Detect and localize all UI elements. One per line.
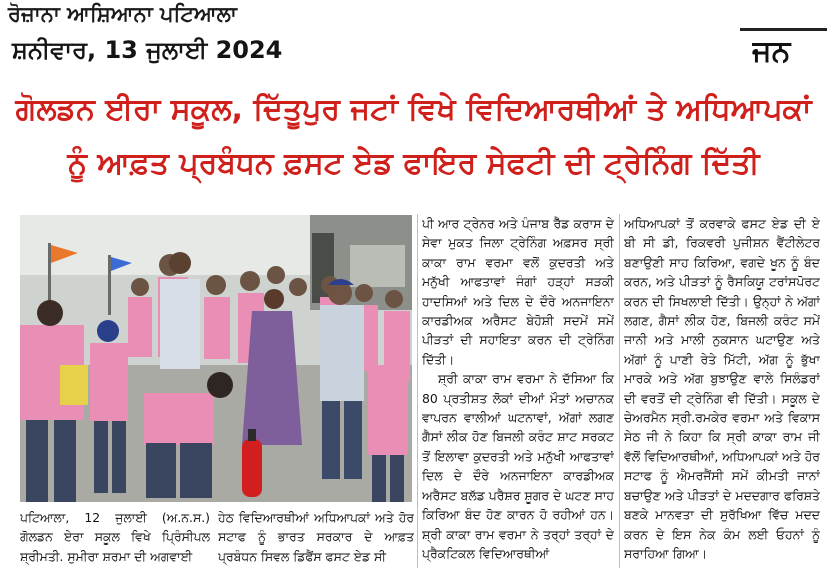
article-column-3 [624, 214, 820, 570]
article-paragraph: ਸ਼੍ਰੀ ਕਾਕਾ ਰਾਮ ਵਰਮਾ ਨੇ ਦੱਸਿਆ ਕਿ 80 ਪ੍ਰਤੀਸ਼ਤ ਲੋਕਾਂ ਦੀਆਂ ਮੌਤਾਂ ਅਚਾਨਕ ਵਾਪਰਨ ਵਾਲੀਆਂ ਘਟਨਾਵਾਂ, ਅੱਗਾਂ ਲਗਣ ਗੈਸਾਂ ਲੀਕ ਹੋਣ ਬਿਜਲੀ ਕਰੰਟ ਸ਼ਾਟ ਸਰਕਟ ਤੋਂ ਇਲਾਵਾ ਕੁਦਰਤੀ ਅਤੇ ਮਨੁੱਖੀ ਆਫਤਾਵਾਂ ਦਿਲ ਦੇ ਦੌਰੇ ਅਨਜਾਇਨਾ ਕਾਰਡੀਅਕ ਅਰੈਸਟ ਬਲੱਡ ਪਰੈਸ਼ਰ ਸ਼ੂਗਰ ਦੇ ਘਟਣ ਸਾਹ ਕਿਰਿਆ ਬੰਦ ਹੋਣ ਕਾਰਨ ਹੋ ਰਹੀਆਂ ਹਨ। ਸ਼੍ਰੀ ਕਾਕਾ ਰਾਮ ਵਰਮਾ ਨੇ ਤਰ੍ਹਾਂ ਤਰ੍ਹਾਂ ਦੇ ਪ੍ਰੈਕਟਿਕਲ ਵਿਦਿਆਰਥੀਆਂ [422, 371, 614, 561]
newspaper-name: ਰੋਜ਼ਾਨਾ ਆਸ਼ਿਆਨਾ ਪਟਿਆਲਾ [8, 2, 237, 26]
training-photo-illustration [20, 215, 412, 502]
article-dateline-paragraph: ਪਟਿਆਲਾ, 12 ਜੁਲਾਈ (ਅ.ਨ.ਸ.) ਗੋਲਡਨ ਏਰਾ ਸਕੂਲ ਵਿਖੇ ਪ੍ਰਿੰਸੀਪਲ ਸ਼੍ਰੀਮਤੀ. ਸੁਮੀਰਾ ਸ਼ਰਮਾ ਦੀ ਅਗਵਾਈ [20, 510, 210, 564]
article-column-2 [422, 214, 614, 570]
headline-line-1: ਗੋਲਡਨ ਈਰਾ ਸਕੂਲ, ਦਿੱਤੂਪੁਰ ਜਟਾਂ ਵਿਖੇ ਵਿਦਿਆਰਥੀਆਂ ਤੇ ਅਧਿਆਪਕਾਂ [15, 92, 812, 127]
article-paragraph: ਅਧਿਆਪਕਾਂ ਤੋਂ ਕਰਵਾਕੇ ਫਸਟ ਏਡ ਦੀ ਏ ਬੀ ਸੀ ਡੀ, ਰਿਕਵਰੀ ਪੁਜੀਸ਼ਨ ਵੈਂਟੀਲੇਟਰ ਬਣਾਉਣੀ ਸਾਹ ਕਿਰਿਆ, ਵਗਦੇ ਖੂਨ ਨੂੰ ਬੰਦ ਕਰਨ, ਅਤੇ ਪੀੜਤਾਂ ਨੂੰ ਰੈਸਕਿਯੂ ਟਰਾਂਸਪੋਰਟ ਕਰਨ ਦੀ ਸਿਖਲਾਈ ਦਿੱਤੀ। ਉਨ੍ਹਾਂ ਨੇ ਅੱਗਾਂ ਲਗਣ, ਗੈਸਾਂ ਲੀਕ ਹੋਣ, ਬਿਜਲੀ ਕਰੰਟ ਸਮੇਂ ਜਾਨੀ ਅਤੇ ਮਾਲੀ ਨੁਕਸਾਨ ਘਟਾਉਣ ਅਤੇ ਅੱਗਾਂ ਨੂੰ ਪਾਣੀ ਰੇਤੇ ਮਿੱਟੀ, ਅੱਗ ਨੂੰ ਭੁੱਖਾ ਮਾਰਕੇ ਅਤੇ ਅੱਗ ਬੁਝਾਉਣ ਵਾਲੇ ਸਿਲੰਡਰਾਂ ਦੀ ਵਰਤੋਂ ਦੀ ਟ੍ਰੇਨਿੰਗ ਵੀ ਦਿੱਤੀ। ਸਕੂਲ ਦੇ ਚੇਅਰਮੈਨ ਸ੍ਰੀ.ਰਮਕੇਰ ਵਰਮਾ ਅਤੇ ਵਿਕਾਸ ਸੇਠ ਜੀ ਨੇ ਕਿਹਾ ਕਿ ਸ੍ਰੀ ਕਾਕਾ ਰਾਮ ਜੀ ਵੱਲੋਂ ਵਿਦਿਆਰਥੀਆਂ, ਅਧਿਆਪਕਾਂ ਅਤੇ ਹੋਰ ਸਟਾਫ ਨੂੰ ਐਮਰਜੈਂਸੀ ਸਮੇਂ ਕੀਮਤੀ ਜਾਨਾਂ ਬਚਾਉਣ ਅਤੇ ਪੀੜਤਾਂ ਦੇ ਮਦਦਗਾਰ ਫਰਿਸ਼ਤੇ ਬਣਕੇ ਮਾਨਵਤਾ ਦੀ ਸੁਰੱਖਿਆ ਵਿੱਚ ਮਦਦ ਕਰਨ ਦੇ ਇਸ ਨੇਕ ਕੰਮ ਲਈ ਓਹਨਾਂ ਨੂੰ ਸਰਾਹਿਆ ਗਿਆ। [624, 216, 820, 561]
news-photo [20, 215, 412, 502]
article-column-1b [218, 508, 414, 570]
column-divider [417, 214, 418, 568]
article-headline [0, 86, 827, 206]
headline-line-2: ਨੂੰ ਆਫ਼ਤ ਪ੍ਰਬੰਧਨ ਫ਼ਸਟ ਏਡ ਫਾਇਰ ਸੇਫਟੀ ਦੀ ਟ੍ਰੇਨਿੰਗ ਦਿੱਤੀ [67, 146, 760, 181]
masthead [0, 0, 827, 80]
article-paragraph: ਪੀ ਆਰ ਟ੍ਰੇਨਰ ਅਤੇ ਪੰਜਾਬ ਰੈੱਡ ਕਰਾਸ ਦੇ ਸੇਵਾ ਮੁਕਤ ਜਿਲਾ ਟ੍ਰੇਨਿੰਗ ਅਫ਼ਸਰ ਸ੍ਰੀ ਕਾਕਾ ਰਾਮ ਵਰਮਾ ਵਲੋਂ ਕੁਦਰਤੀ ਅਤੇ ਮਨੁੱਖੀ ਆਫਤਾਵਾਂ ਜੰਗਾਂ ਹੜ੍ਹਾਂ ਸੜਕੀ ਹਾਦਸਿਆਂ ਅਤੇ ਦਿਲ ਦੇ ਦੌਰੇ ਅਨਜਾਇਨਾ ਕਾਰਡੀਅਕ ਅਰੈਸਟ ਬੇਹੋਸ਼ੀ ਸਦਮੇਂ ਸਮੇਂ ਪੀੜਤਾਂ ਦੀ ਸਹਾਇਤਾ ਕਰਨ ਦੀ ਟ੍ਰੇਨਿੰਗ ਦਿੱਤੀ। [422, 216, 614, 367]
article-column-1 [20, 508, 210, 570]
column-divider [619, 214, 620, 568]
article-paragraph: ਹੇਠ ਵਿਦਿਆਰਥੀਆਂ ਅਧਿਆਪਕਾਂ ਅਤੇ ਹੋਰ ਸਟਾਫ ਨੂੰ ਭਾਰਤ ਸਰਕਾਰ ਦੇ ਆਫ਼ਤ ਪ੍ਰਬੰਧਨ ਸਿਵਲ ਡਿਫੈਂਸ ਫਸਟ ਏਡ ਸੀ [218, 510, 414, 564]
adjacent-page-masthead: ਜਨ [752, 34, 791, 69]
issue-date: ਸ਼ਨੀਵਾਰ, 13 ਜੁਲਾਈ 2024 [12, 36, 283, 64]
